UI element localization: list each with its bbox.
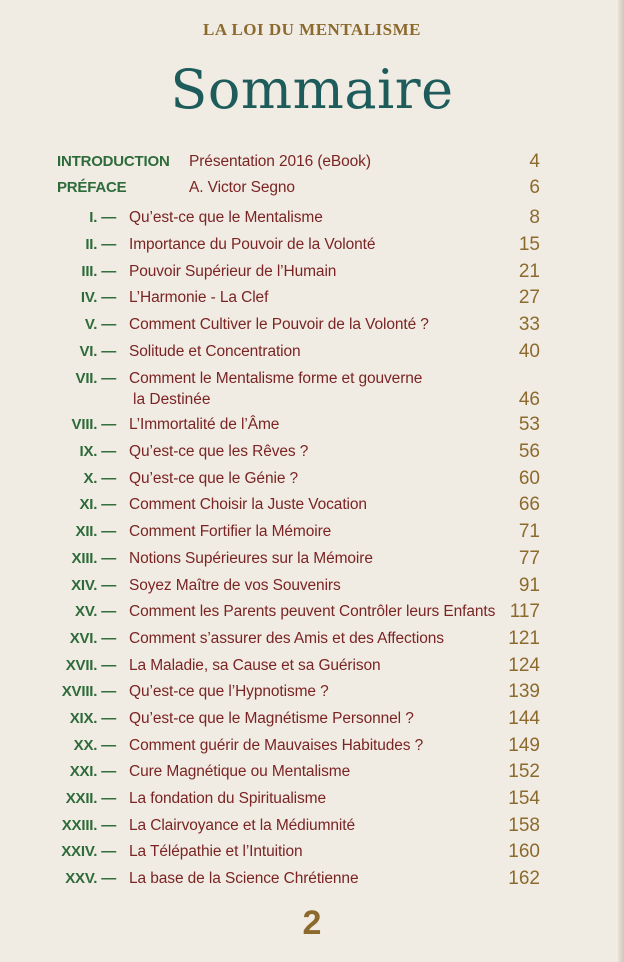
chapter-title: Pouvoir Supérieur de l’Humain bbox=[129, 263, 337, 280]
toc-chapter-entry[interactable] bbox=[0, 817, 624, 839]
toc-chapter-entry[interactable] bbox=[0, 577, 624, 599]
toc-chapter-entry[interactable] bbox=[0, 443, 624, 465]
chapter-number: X. — bbox=[83, 470, 116, 487]
chapter-title: La base de la Science Chrétienne bbox=[129, 870, 359, 887]
toc-chapter-entry[interactable] bbox=[0, 416, 624, 438]
chapter-title-continued: la Destinée bbox=[133, 391, 211, 408]
toc-entry-title: A. Victor Segno bbox=[189, 179, 295, 196]
toc-chapter-entry[interactable] bbox=[0, 683, 624, 705]
toc-page-number: 71 bbox=[518, 521, 540, 542]
chapter-number: XXV. — bbox=[65, 870, 116, 887]
chapter-number: XV. — bbox=[75, 603, 116, 620]
toc-front-entry[interactable] bbox=[0, 153, 624, 175]
toc-page-number: 121 bbox=[508, 628, 540, 649]
chapter-title: Comment s’assurer des Amis et des Affections bbox=[129, 630, 444, 647]
chapter-title: Notions Supérieures sur la Mémoire bbox=[129, 550, 373, 567]
toc-entry-title: Présentation 2016 (eBook) bbox=[189, 153, 371, 170]
toc-chapter-entry[interactable] bbox=[0, 763, 624, 785]
chapter-number: IV. — bbox=[80, 289, 116, 306]
toc-chapter-entry[interactable] bbox=[0, 790, 624, 812]
toc-chapter-entry[interactable] bbox=[0, 209, 624, 231]
chapter-number: XVIII. — bbox=[61, 683, 116, 700]
toc-page-number: 160 bbox=[508, 841, 540, 862]
chapter-title: Qu’est-ce que le Magnétisme Personnel ? bbox=[129, 710, 414, 727]
chapter-number: VII. — bbox=[75, 370, 116, 387]
chapter-number: XXIV. — bbox=[61, 843, 116, 860]
chapter-number: I. — bbox=[89, 209, 116, 226]
page-number: 2 bbox=[302, 904, 322, 942]
toc-page-number: 21 bbox=[518, 261, 540, 282]
toc-page-number: 4 bbox=[529, 151, 540, 172]
toc-page-number: 154 bbox=[508, 788, 540, 809]
toc-chapter-entry[interactable] bbox=[0, 289, 624, 311]
toc-chapter-entry[interactable] bbox=[0, 470, 624, 492]
chapter-title: Qu’est-ce que le Génie ? bbox=[129, 470, 299, 487]
chapter-title: La Maladie, sa Cause et sa Guérison bbox=[129, 657, 381, 674]
chapter-number: XII. — bbox=[75, 523, 116, 540]
page-title: Sommaire bbox=[170, 58, 454, 121]
toc-page-number: 149 bbox=[508, 735, 540, 756]
toc-front-entry[interactable] bbox=[0, 179, 624, 201]
toc-chapter-entry[interactable] bbox=[0, 630, 624, 652]
chapter-number: XXII. — bbox=[65, 790, 116, 807]
toc-page-number: 117 bbox=[509, 601, 540, 622]
chapter-number: III. — bbox=[81, 263, 116, 280]
chapter-title: Qu’est-ce que l’Hypnotisme ? bbox=[129, 683, 329, 700]
toc-page-number: 77 bbox=[518, 548, 540, 569]
toc-chapter-entry[interactable] bbox=[0, 523, 624, 545]
toc-chapter-entry[interactable] bbox=[0, 710, 624, 732]
front-matter-heading: INTRODUCTION bbox=[57, 153, 170, 170]
chapter-title: Qu’est-ce que les Rêves ? bbox=[129, 443, 309, 460]
chapter-number: IX. — bbox=[79, 443, 116, 460]
toc-chapter-entry[interactable] bbox=[0, 343, 624, 365]
chapter-title: Comment le Mentalisme forme et gouverne bbox=[129, 370, 423, 387]
chapter-title: La Télépathie et l’Intuition bbox=[129, 843, 303, 860]
chapter-number: VIII. — bbox=[71, 416, 116, 433]
toc-page-number: 56 bbox=[518, 441, 540, 462]
toc-chapter-entry[interactable] bbox=[0, 843, 624, 865]
toc-page-number: 53 bbox=[518, 414, 540, 435]
chapter-title: Comment Cultiver le Pouvoir de la Volonté ? bbox=[129, 316, 429, 333]
toc-page-number: 15 bbox=[518, 234, 540, 255]
chapter-title: Comment Choisir la Juste Vocation bbox=[129, 496, 367, 513]
chapter-title: Comment guérir de Mauvaises Habitudes ? bbox=[129, 737, 424, 754]
toc-chapter-entry[interactable] bbox=[0, 263, 624, 285]
toc-chapter-entry[interactable] bbox=[0, 236, 624, 258]
chapter-number: XI. — bbox=[79, 496, 116, 513]
chapter-title: L’Harmonie - La Clef bbox=[129, 289, 269, 306]
chapter-title: Solitude et Concentration bbox=[129, 343, 301, 360]
chapter-number: XXIII. — bbox=[61, 817, 116, 834]
chapter-number: V. — bbox=[84, 316, 116, 333]
toc-page-number: 91 bbox=[518, 575, 540, 596]
chapter-title: Importance du Pouvoir de la Volonté bbox=[129, 236, 376, 253]
chapter-title: Comment Fortifier la Mémoire bbox=[129, 523, 332, 540]
chapter-number: VI. — bbox=[79, 343, 116, 360]
chapter-number: XIV. — bbox=[71, 577, 116, 594]
chapter-title: L’Immortalité de l’Âme bbox=[129, 416, 280, 433]
chapter-number: II. — bbox=[85, 236, 116, 253]
toc-chapter-entry[interactable] bbox=[0, 370, 624, 410]
toc-page-number: 139 bbox=[508, 681, 540, 702]
chapter-title: La fondation du Spiritualisme bbox=[129, 790, 327, 807]
chapter-title: Comment les Parents peuvent Contrôler leurs Enfants bbox=[129, 603, 496, 620]
chapter-number: XIII. — bbox=[71, 550, 116, 567]
toc-chapter-entry[interactable] bbox=[0, 316, 624, 338]
front-matter-heading: PRÉFACE bbox=[57, 179, 127, 196]
toc-page-number: 6 bbox=[529, 177, 540, 198]
toc-chapter-entry[interactable] bbox=[0, 657, 624, 679]
chapter-title: Cure Magnétique ou Mentalisme bbox=[129, 763, 351, 780]
chapter-number: XVI. — bbox=[69, 630, 116, 647]
toc-page-number: 40 bbox=[518, 341, 540, 362]
toc-chapter-entry[interactable] bbox=[0, 550, 624, 572]
toc-page-number: 27 bbox=[518, 287, 540, 308]
toc-page-number: 144 bbox=[508, 708, 540, 729]
toc-page-number: 66 bbox=[518, 494, 540, 515]
toc-page-number: 124 bbox=[508, 655, 540, 676]
chapter-number: XVII. — bbox=[65, 657, 116, 674]
chapter-number: XXI. — bbox=[69, 763, 116, 780]
chapter-title: Soyez Maître de vos Souvenirs bbox=[129, 577, 341, 594]
toc-chapter-entry[interactable] bbox=[0, 737, 624, 759]
toc-page-number: 158 bbox=[508, 815, 540, 836]
toc-page-number: 60 bbox=[518, 468, 540, 489]
toc-chapter-entry[interactable] bbox=[0, 496, 624, 518]
toc-page-number: 46 bbox=[518, 389, 540, 410]
toc-page-number: 8 bbox=[529, 207, 540, 228]
toc-page-number: 162 bbox=[508, 868, 540, 889]
toc-page-number: 152 bbox=[508, 761, 540, 782]
chapter-number: XX. — bbox=[73, 737, 116, 754]
toc-page-number: 33 bbox=[518, 314, 540, 335]
toc-chapter-entry[interactable] bbox=[0, 870, 624, 892]
running-header: LA LOI DU MENTALISME bbox=[203, 20, 421, 39]
chapter-title: Qu’est-ce que le Mentalisme bbox=[129, 209, 323, 226]
chapter-title: La Clairvoyance et la Médiumnité bbox=[129, 817, 355, 834]
chapter-number: XIX. — bbox=[69, 710, 116, 727]
toc-chapter-entry[interactable] bbox=[0, 603, 624, 625]
